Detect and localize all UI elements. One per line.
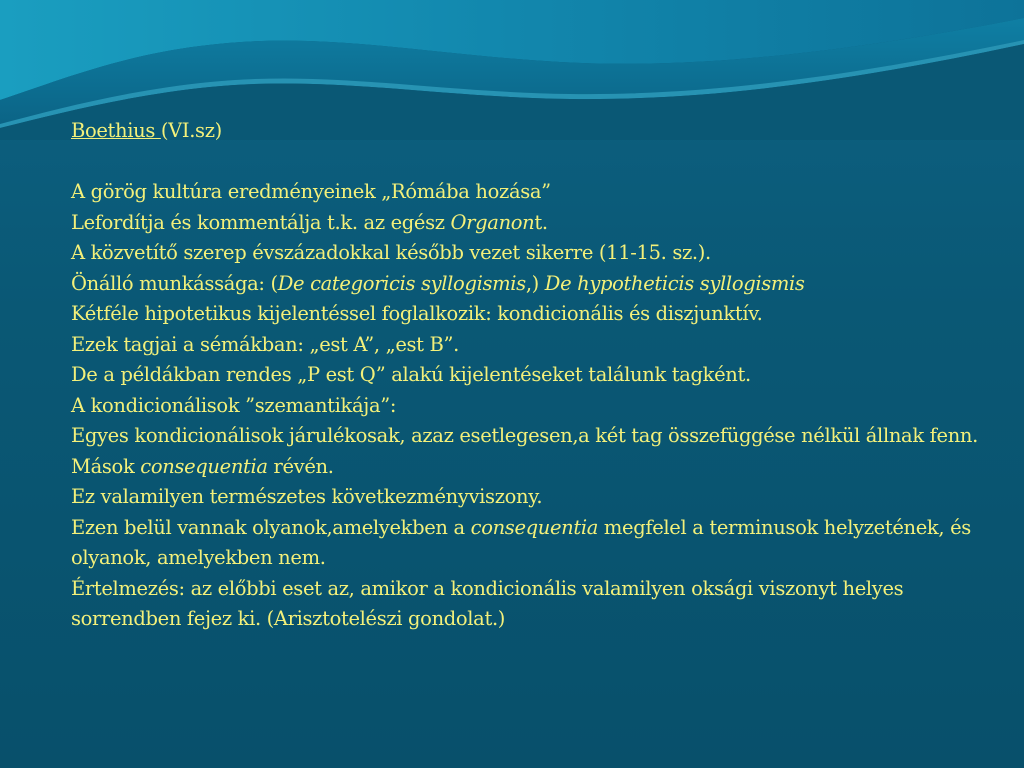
text-segment: Ezen belül vannak olyanok,amelyekben a bbox=[71, 515, 471, 539]
text-segment: Lefordítja és kommentálja t.k. az egész bbox=[71, 210, 451, 234]
text-line-5 bbox=[71, 299, 991, 330]
text-segment: Mások bbox=[71, 454, 141, 478]
text-segment: révén. bbox=[267, 454, 334, 478]
italic-title-categoricis: De categoricis syllogismis bbox=[277, 271, 526, 295]
text-segment: A kondicionálisok ”szemantikája”: bbox=[71, 393, 397, 417]
title-century: (VI.sz) bbox=[160, 119, 222, 142]
text-line-4 bbox=[71, 269, 991, 300]
text-segment: t. bbox=[534, 210, 548, 234]
italic-term-consequentia: consequentia bbox=[470, 515, 599, 539]
text-segment: Ezek tagjai a sémákban: „est A”, „est B”. bbox=[71, 332, 459, 356]
text-line-11 bbox=[71, 482, 991, 513]
text-segment: A görög kultúra eredményeinek „Rómába hozása” bbox=[71, 180, 551, 203]
text-segment: Kétféle hipotetikus kijelentéssel foglalkozik: kondicionális és diszjunktív. bbox=[71, 302, 763, 325]
text-line-1 bbox=[71, 177, 991, 208]
text-segment: ,) bbox=[525, 271, 545, 295]
text-line-9 bbox=[71, 421, 991, 452]
text-segment: Egyes kondicionálisok járulékosak, azaz esetlegesen,a két tag összefüggése nélkül állnak fenn. bbox=[71, 424, 978, 447]
italic-term-organon: Organon bbox=[450, 210, 535, 234]
text-segment: Önálló munkássága: ( bbox=[71, 271, 278, 295]
text-line-2 bbox=[71, 208, 991, 239]
text-line-8 bbox=[71, 391, 991, 422]
text-line-7 bbox=[71, 360, 991, 391]
italic-term-consequentia: consequentia bbox=[140, 454, 268, 478]
text-line-13 bbox=[71, 574, 991, 635]
boethius-link[interactable]: Boethius bbox=[71, 119, 161, 142]
text-line-6 bbox=[71, 330, 991, 361]
text-segment: De a példákban rendes „P est Q” alakú kijelentéseket találunk tagként. bbox=[71, 363, 751, 386]
text-segment: A közvetítő szerep évszázadokkal később vezet sikerre (11-15. sz.). bbox=[71, 241, 711, 264]
italic-title-hypotheticis: De hypotheticis syllogismis bbox=[544, 271, 805, 295]
text-line-10 bbox=[71, 452, 991, 483]
slide-body bbox=[71, 116, 991, 635]
text-segment: Értelmezés: az előbbi eset az, amikor a kondicionális valamilyen oksági viszonyt helyes sorrendben fejez ki. (Arisztotelészi gondolat.) bbox=[71, 576, 904, 630]
text-segment: Ez valamilyen természetes következményviszony. bbox=[71, 485, 543, 508]
slide-title bbox=[71, 116, 991, 147]
text-line-12 bbox=[71, 513, 991, 574]
text-segment: megfelel a terminusok helyzetének, és olyanok, amelyekben nem. bbox=[71, 515, 971, 569]
text-line-3 bbox=[71, 238, 991, 269]
